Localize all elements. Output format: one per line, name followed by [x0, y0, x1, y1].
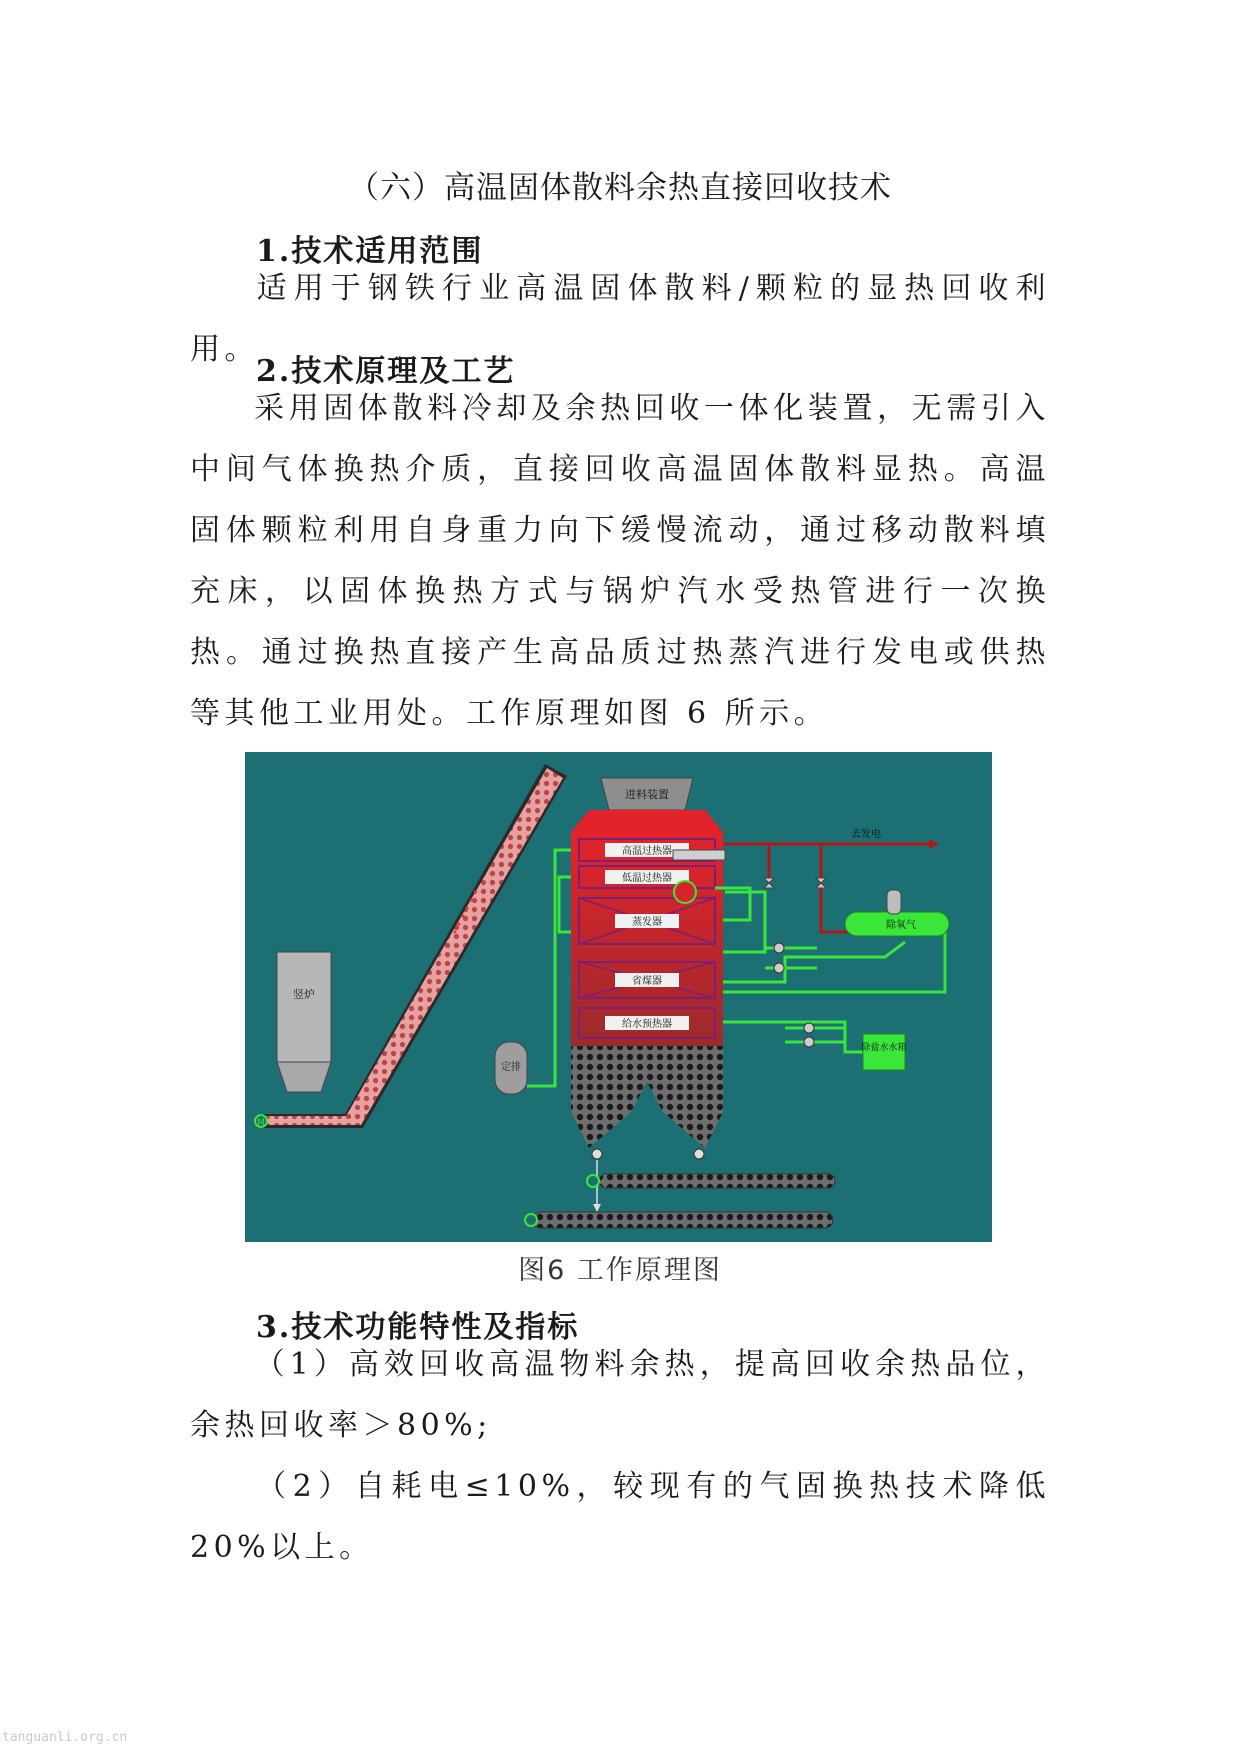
conveyor-motor-label: M [257, 1118, 265, 1128]
steam-drum [673, 850, 725, 860]
site-watermark: tanguanli.org.cn [2, 1730, 128, 1745]
steam-arrow-icon [929, 839, 939, 849]
hp-superheater-label: 高温过热器 [622, 846, 672, 857]
lp-superheater-label: 低温过热器 [622, 873, 672, 884]
page-title: （六）高温固体散料余热直接回收技术 [348, 170, 892, 206]
discharge-hoppers [571, 1046, 723, 1148]
bottom-motor-icon [525, 1214, 537, 1226]
right-valve-icon [694, 1149, 704, 1159]
feedwater-preheater-label: 给水预热器 [622, 1019, 672, 1030]
demin-tank-label: 除盐水水箱 [861, 1043, 907, 1053]
evaporator-label: 蒸发器 [632, 917, 662, 928]
shaft-furnace-label: 竖炉 [293, 988, 315, 1001]
feature-item-1 [190, 1334, 1050, 1456]
process-diagram [245, 752, 992, 1242]
feature-item-2-text: （2）自耗电≤10%，较现有的气固换热技术降低 20%以上。 [190, 1469, 1050, 1565]
blowdown-label: 定排 [501, 1062, 521, 1073]
section-body-principle-text: 采用固体散料冷却及余热回收一体化装置，无需引入中间气体换热介质，直接回收高温固体散料显热。高温固体颗粒利用自身重力向下缓慢流动，通过移动散料填充床，以固体换热方式与锅炉汽水受热管进行一次换热。通过换热直接产生高品质过热蒸汽进行发电或供热等其他工业用处。工作原理如图 6 所示。 [190, 391, 1050, 731]
deaerator-label: 除氧气 [886, 920, 916, 931]
section-heading-features: 3.技术功能特性及指标 [256, 1310, 580, 1345]
left-valve-icon [592, 1149, 602, 1159]
economizer-label: 省煤器 [632, 976, 662, 987]
shaft-furnace [277, 952, 331, 1092]
section-heading-scope: 1.技术适用范围 [256, 234, 484, 269]
section-heading-principle: 2.技术原理及工艺 [256, 354, 516, 389]
feeder-label: 进料装置 [625, 788, 669, 801]
feature-item-1-text: （1）高效回收高温物料余热，提高回收余热品位，余热回收率＞80%; [190, 1347, 1050, 1443]
upper-discharge-conveyor [599, 1174, 835, 1188]
section-body-principle [190, 378, 1050, 744]
lower-discharge-conveyor [533, 1212, 833, 1228]
control-valve-2-icon [816, 878, 826, 888]
control-valve-1-icon [764, 878, 774, 888]
pump-2-icon [774, 963, 784, 973]
pump-4-icon [804, 1037, 814, 1047]
deaerator-dome [887, 890, 901, 914]
working-principle-figure [245, 752, 992, 1242]
separator-icon [674, 881, 696, 903]
figure-caption: 图6 工作原理图 [518, 1255, 722, 1286]
to-power-label: 去发电 [851, 829, 881, 840]
discharge-motor-icon [587, 1175, 599, 1187]
pump-1-icon [774, 943, 784, 953]
pump-3-icon [804, 1023, 814, 1033]
tower-roof [571, 810, 723, 832]
section-body-scope-text: 适用于钢铁行业高温固体散料/颗粒的显热回收利用。 [190, 271, 1050, 367]
feature-item-2 [190, 1456, 1050, 1578]
